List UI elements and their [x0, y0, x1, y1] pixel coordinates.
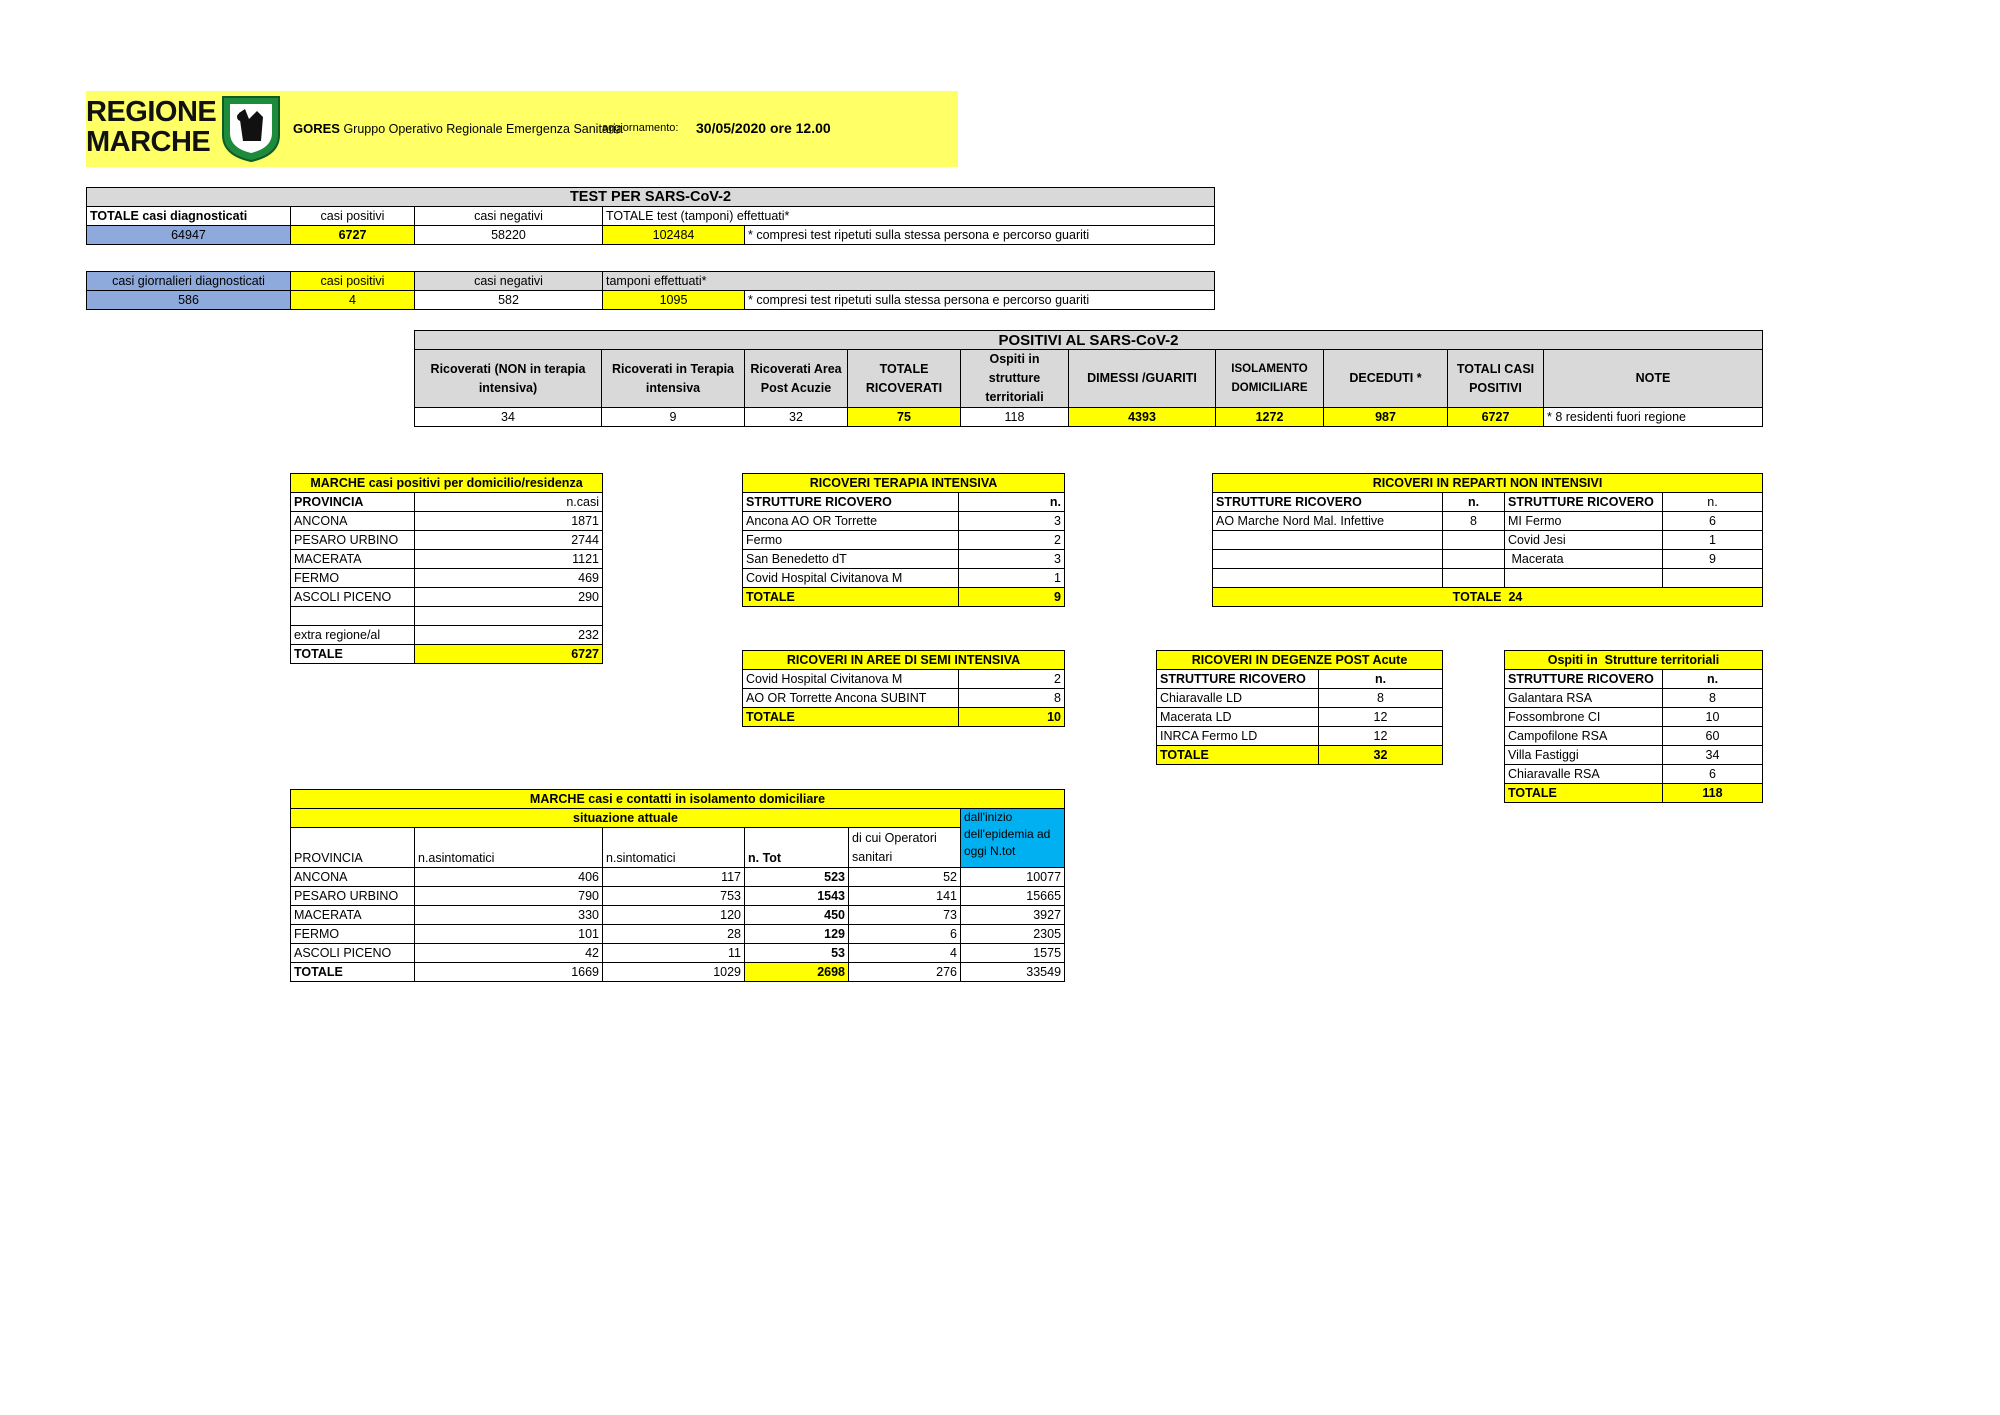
ti-title: RICOVERI TERAPIA INTENSIVA [743, 474, 1065, 493]
test-table [86, 187, 1215, 245]
province-col-provincia: PROVINCIA [291, 493, 415, 512]
positivi-ti-value: 9 [602, 408, 745, 427]
post-col-strutture: STRUTTURE RICOVERO [1157, 670, 1319, 689]
table-row: extra regione/al 232 [291, 626, 603, 645]
table-row: ASCOLI PICENO 290 [291, 588, 603, 607]
table-row: ANCONA 406 117 523 52 10077 [291, 868, 1065, 887]
ospiti-col-strutture: STRUTTURE RICOVERO [1505, 670, 1663, 689]
table-row: ANCONA 1871 [291, 512, 603, 531]
iso-col-provincia: PROVINCIA [291, 828, 415, 868]
update-date: 30/05/2020 ore 12.00 [696, 120, 831, 136]
table-row: Macerata 9 [1213, 550, 1763, 569]
positivi-header-isolamento: ISOLAMENTO DOMICILIARE [1216, 350, 1324, 408]
positivi-header-post-acuzie: Ricoverati Area Post Acuzie [745, 350, 848, 408]
test-note: * compresi test ripetuti sulla stessa persona e percorso guariti [745, 226, 1215, 245]
semi-intensiva-table [742, 650, 1065, 727]
table-row: Fermo 2 [743, 531, 1065, 550]
positivi-deceduti-value: 987 [1324, 408, 1448, 427]
test-header-negative: casi negativi [415, 207, 603, 226]
test-header-total: TOTALE casi diagnosticati [87, 207, 291, 226]
iso-total-row: TOTALE 1669 1029 2698 276 33549 [291, 963, 1065, 982]
table-row: Macerata LD 12 [1157, 708, 1443, 727]
table-row: Chiaravalle LD 8 [1157, 689, 1443, 708]
test-title: TEST PER SARS-CoV-2 [87, 188, 1215, 207]
test-total-value: 64947 [87, 226, 291, 245]
test-header-swabs: TOTALE test (tamponi) effettuati* [603, 207, 1215, 226]
daily-swabs-value: 1095 [603, 291, 745, 310]
table-row: Covid Jesi 1 [1213, 531, 1763, 550]
ti-total-value: 9 [959, 588, 1065, 607]
table-row [291, 607, 603, 626]
test-positive-value: 6727 [291, 226, 415, 245]
non-int-col-n-2: n. [1663, 493, 1763, 512]
regione-marche-logo: REGIONE MARCHE [86, 96, 217, 158]
daily-header-total: casi giornalieri diagnosticati [87, 272, 291, 291]
table-row: San Benedetto dT 3 [743, 550, 1065, 569]
table-row: Ancona AO OR Torrette 3 [743, 512, 1065, 531]
province-col-ncasi: n.casi [415, 493, 603, 512]
update-label: aggiornamento: [602, 122, 679, 134]
positivi-header-deceduti: DECEDUTI * [1324, 350, 1448, 408]
table-row: Covid Hospital Civitanova M 1 [743, 569, 1065, 588]
ti-col-n: n. [959, 493, 1065, 512]
regione-marche-shield-icon [221, 95, 281, 163]
table-row: MACERATA 1121 [291, 550, 603, 569]
positivi-header-ospiti: Ospiti in strutture territoriali [961, 350, 1069, 408]
province-title: MARCHE casi positivi per domicilio/residenza [291, 474, 603, 493]
daily-header-positive: casi positivi [291, 272, 415, 291]
positivi-header-tot-ricoverati: TOTALE RICOVERATI [848, 350, 961, 408]
iso-col-sintomatici: n.sintomatici [603, 828, 745, 868]
daily-table [86, 271, 1215, 310]
post-acute-table [1156, 650, 1443, 765]
daily-header-negative: casi negativi [415, 272, 603, 291]
table-row: Chiaravalle RSA 6 [1505, 765, 1763, 784]
positivi-title: POSITIVI AL SARS-CoV-2 [415, 331, 1763, 350]
ospiti-table [1504, 650, 1763, 803]
semi-title: RICOVERI IN AREE DI SEMI INTENSIVA [743, 651, 1065, 670]
ospiti-total-value: 118 [1663, 784, 1763, 803]
positivi-header-note: NOTE [1544, 350, 1763, 408]
non-int-title: RICOVERI IN REPARTI NON INTENSIVI [1213, 474, 1763, 493]
non-int-col-strutture: STRUTTURE RICOVERO [1213, 493, 1443, 512]
table-row: PESARO URBINO 790 753 1543 141 15665 [291, 887, 1065, 906]
province-table [290, 473, 603, 664]
table-row: Galantara RSA 8 [1505, 689, 1763, 708]
test-swabs-value: 102484 [603, 226, 745, 245]
positivi-totali-value: 6727 [1448, 408, 1544, 427]
daily-total-value: 586 [87, 291, 291, 310]
province-total-label: TOTALE [291, 645, 415, 664]
post-title: RICOVERI IN DEGENZE POST Acute [1157, 651, 1443, 670]
post-total-label: TOTALE [1157, 746, 1319, 765]
table-row: Fossombrone CI 10 [1505, 708, 1763, 727]
table-row: AO Marche Nord Mal. Infettive 8 MI Fermo 6 [1213, 512, 1763, 531]
positivi-note-value: * 8 residenti fuori regione [1544, 408, 1763, 427]
positivi-ospiti-value: 118 [961, 408, 1069, 427]
test-negative-value: 58220 [415, 226, 603, 245]
positivi-header-totali: TOTALI CASI POSITIVI [1448, 350, 1544, 408]
table-row: PESARO URBINO 2744 [291, 531, 603, 550]
table-row: AO OR Torrette Ancona SUBINT 8 [743, 689, 1065, 708]
positivi-header-ricoverati: Ricoverati (NON in terapia intensiva) [415, 350, 602, 408]
daily-header-swabs: tamponi effettuati* [603, 272, 1215, 291]
non-intensivi-table [1212, 473, 1763, 607]
province-total-value: 6727 [415, 645, 603, 664]
post-col-n: n. [1319, 670, 1443, 689]
ti-table [742, 473, 1065, 607]
ti-col-strutture: STRUTTURE RICOVERO [743, 493, 959, 512]
table-row: Campofilone RSA 60 [1505, 727, 1763, 746]
isolamento-table [290, 789, 1065, 982]
table-row: Covid Hospital Civitanova M 2 [743, 670, 1065, 689]
ospiti-total-label: TOTALE [1505, 784, 1663, 803]
table-row: FERMO 101 28 129 6 2305 [291, 925, 1065, 944]
positivi-post-acuzie-value: 32 [745, 408, 848, 427]
gores-label: GORES Gruppo Operativo Regionale Emergenza Sanitaria [293, 121, 623, 136]
semi-total-value: 10 [959, 708, 1065, 727]
ospiti-title: Ospiti in Strutture territoriali [1505, 651, 1763, 670]
positivi-ricoverati-value: 34 [415, 408, 602, 427]
positivi-header-ti: Ricoverati in Terapia intensiva [602, 350, 745, 408]
daily-positive-value: 4 [291, 291, 415, 310]
table-row [1213, 569, 1763, 588]
positivi-isolamento-value: 1272 [1216, 408, 1324, 427]
semi-total-label: TOTALE [743, 708, 959, 727]
post-total-value: 32 [1319, 746, 1443, 765]
iso-since-start-header: dall'inizio dell'epidemia ad oggi N.tot [961, 809, 1065, 868]
table-row: Villa Fastiggi 34 [1505, 746, 1763, 765]
ospiti-col-n: n. [1663, 670, 1763, 689]
table-row: INRCA Fermo LD 12 [1157, 727, 1443, 746]
positivi-tot-ricoverati-value: 75 [848, 408, 961, 427]
iso-col-ntot: n. Tot [745, 828, 849, 868]
table-row: FERMO 469 [291, 569, 603, 588]
ti-total-label: TOTALE [743, 588, 959, 607]
header-banner [86, 91, 958, 167]
non-int-col-n: n. [1443, 493, 1505, 512]
iso-col-operatori: di cui Operatori sanitari [849, 828, 961, 868]
iso-subtitle: situazione attuale [291, 809, 961, 828]
table-row: ASCOLI PICENO 42 11 53 4 1575 [291, 944, 1065, 963]
non-int-col-strutture-2: STRUTTURE RICOVERO [1505, 493, 1663, 512]
daily-note: * compresi test ripetuti sulla stessa persona e percorso guariti [745, 291, 1215, 310]
table-row: MACERATA 330 120 450 73 3927 [291, 906, 1065, 925]
iso-title: MARCHE casi e contatti in isolamento domiciliare [291, 790, 1065, 809]
positivi-header-dimessi: DIMESSI /GUARITI [1069, 350, 1216, 408]
iso-col-asintomatici: n.asintomatici [415, 828, 603, 868]
test-header-positive: casi positivi [291, 207, 415, 226]
non-int-total: TOTALE 24 [1213, 588, 1763, 607]
daily-negative-value: 582 [415, 291, 603, 310]
positivi-table [414, 330, 1763, 427]
positivi-dimessi-value: 4393 [1069, 408, 1216, 427]
